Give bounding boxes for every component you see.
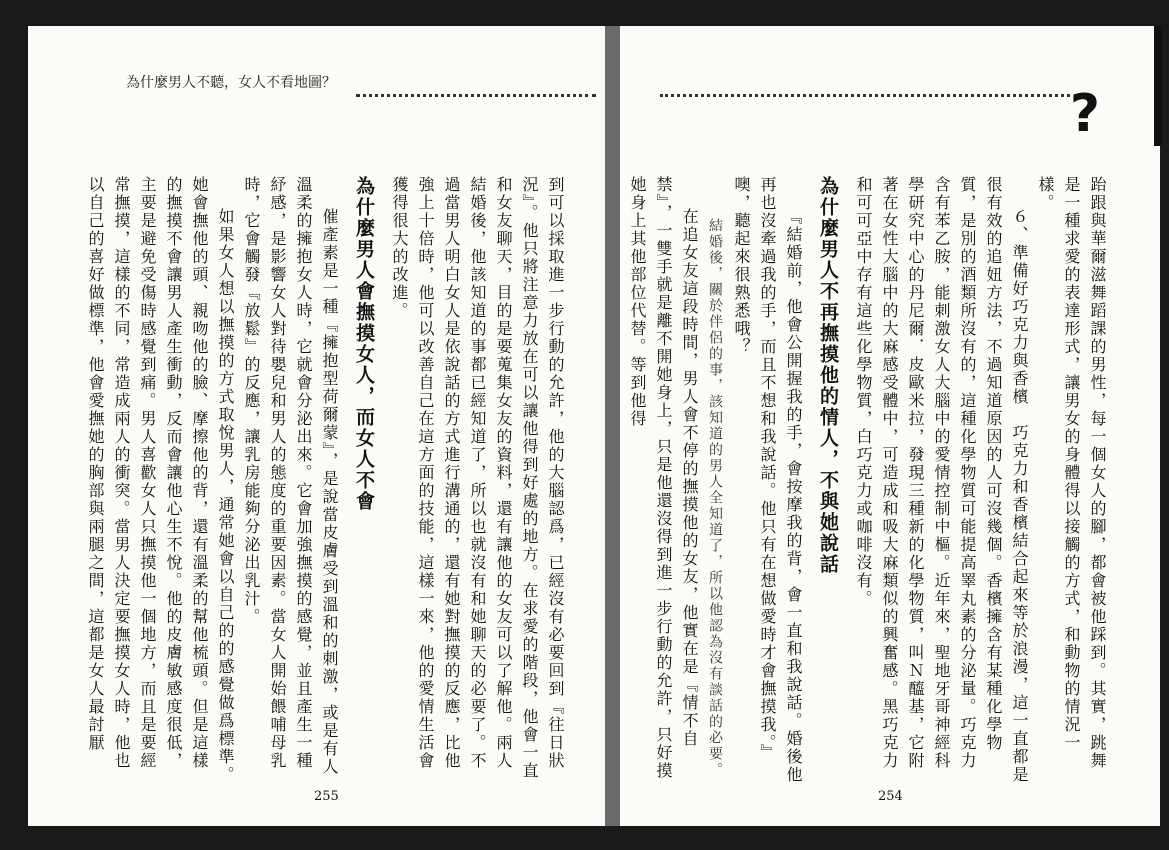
paragraph: 催產素是一種『擁抱型荷爾蒙』，是說當皮膚受到溫和的刺激，或是有人溫柔的擁抱女人時，它就會分泌出來。它會加強撫摸的感覺，並且產生一種紓感，是影響女人對待嬰兒和男人的態度的重要因素。當女人開始餵哺母乳時，它會觸發『放鬆』的反應，讓乳房能夠分泌出乳汁。 [242, 176, 339, 776]
pull-quote: 結婚後，關於伴侶的事，該知道的男人全知道了，所以他認為沒有談話的必要。 [707, 218, 723, 778]
paragraph: 『結婚前，他會公開握我的手，會按摩我的背，會一直和我說話。婚後他再也沒牽過我的手，而且不想和我說話。他只有在想做愛時才會撫摸我。』噢，聽起來很熟悉哦？ [732, 176, 803, 784]
header-dot-leader [356, 94, 596, 97]
scan-edge-mark [1154, 26, 1162, 146]
page-number: 254 [878, 789, 903, 804]
section-heading: 為什麼男人會撫摸女人，而女人不會 [353, 176, 375, 512]
paragraph: 如果女人想以撫摸的方式取悅男人，通常她會以自己的的感覺做爲標準。她會撫他的頭、親吻他的臉、摩擦他的背，還有溫柔的幫他梳頭。但是這樣的撫摸不會讓男人產生衝動，反而會讓他心生不悅。他的皮膚敏感度很低，主要是避免受傷時感覺到痛。男人喜歡女人只撫摸他一個地方，而且是要經常撫摸，這樣的不同，常造成兩人的衝突。當男人決定要撫摸女人時，他也以自己的喜好做標準，他會愛撫她的胸部與兩腿之間，這都是女人最討厭 [86, 176, 235, 784]
running-header: 為什麼男人不聽，女人不看地圖？ [126, 75, 336, 91]
paragraph: 在追女友這段時間，男人會不停的撫摸他的女友，他實在是『情不自禁』，一雙手就是離不開她身上，只是他還沒得到進一步行動的允許，只好摸她身上其他部位代替。等到他得 [628, 176, 699, 780]
question-mark-icon: ? [1069, 84, 1100, 144]
paragraph: 跆跟與華爾滋舞蹈課的男性，每一個女人的腳，都會被他踩到。其實，跳舞是一種求愛的表達形式，讓男女的身體得以接觸的方式，和動物的情況一樣。 [1036, 176, 1107, 770]
right-page [620, 26, 1160, 826]
section-heading: 為什麼男人不再撫摸他的情人，不與她說話 [817, 176, 839, 575]
right-page-body [628, 176, 1110, 786]
header-dot-leader [660, 94, 1070, 97]
left-page-body [78, 176, 568, 786]
book-gutter [605, 26, 620, 826]
page-number: 255 [314, 789, 339, 804]
left-page [28, 26, 605, 826]
paragraph: ６、準備好巧克力與香檳 巧克力和香檳結合起來等於浪漫，這一直都是很有效的追妞方法，不過知道原因的人可沒幾個。香檳擁含有某種化學物質，是別的酒類所沒有的，這種化學物質可能提高睪丸素的分泌量。巧克力含有苯乙胺，能刺激女人大腦中的愛情控制中樞。近年來，聖地牙哥神經科學研究中心的丹尼爾．皮歐米拉，發現三種新的化學物質，叫Ｎ醯基，它附著在女性大腦中的大麻感受體中，可造成和吸大麻類似的興奮感。黑巧克力和可可亞中存有這些化學物質，白巧克力或咖啡沒有。 [854, 176, 1029, 784]
paragraph: 到可以採取進一步行動的允許，他的大腦認爲，已經沒有必要回到『往日狀況』。他只將注意力放在可以讓他得到好處的地方。在求愛的階段，他會一直和女友聊天，目的是要蒐集女友的資料，還有讓他的女友可以了解他。兩人結婚後，他該知道的事都已經知道了，所以也就沒有和她聊天的必要了。不過當男人明白女人是依說話的方式進行溝通的，還有她對撫摸的反應，比他強上十倍時，他可以改善自己在這方面的技能，這樣一來，他的愛情生活會獲得很大的改進。 [390, 176, 565, 780]
